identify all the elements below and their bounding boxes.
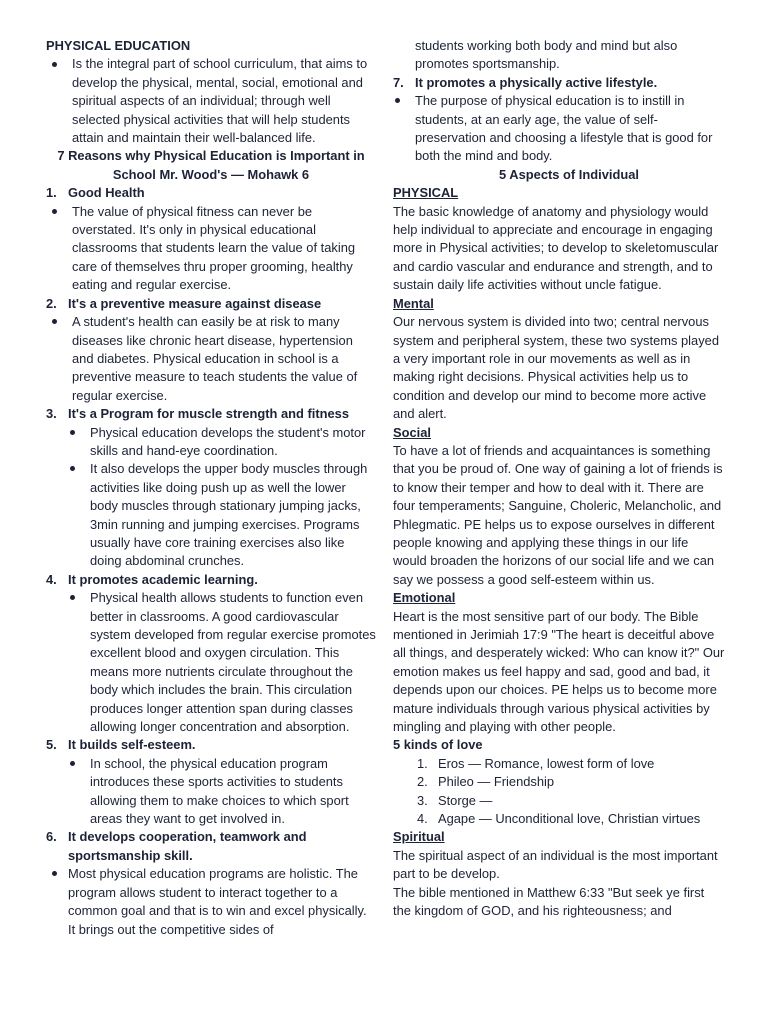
- reason-title: It promotes a physically active lifestyle.: [415, 74, 658, 90]
- bullet-item: [46, 55, 376, 147]
- bullet-icon: [46, 589, 90, 736]
- reason-title: Good Health: [68, 185, 145, 201]
- reason-heading: [46, 405, 376, 423]
- reason-text: The purpose of physical education is to instill in students, at an early age, the value of self-preservation and choosing a lifestyle that is good for both the mind and body.: [415, 93, 713, 164]
- aspect-text-spiritual-2: The bible mentioned in Matthew 6:33 "But seek ye first the kingdom of GOD, and his righteousness; and: [393, 884, 705, 919]
- reason-heading: [393, 74, 725, 92]
- list-text: Eros — Romance, lowest form of love: [438, 755, 655, 771]
- aspect-text-mental: Our nervous system is divided into two; central nervous system and peripheral system, these two systems played a very important role in our movements as well as in making right decisions. Physical activities help us to condition and develop our mind to become more active and alert.: [393, 314, 719, 422]
- list-text: Phileo — Friendship: [438, 774, 555, 790]
- reasons-title-line-2: School Mr. Wood's — Mohawk 6: [112, 166, 310, 182]
- reason-text-continued: students working both body and mind but also promotes sportsmanship.: [415, 38, 678, 72]
- bullet-item: [46, 755, 376, 829]
- bullet-icon: [46, 203, 72, 295]
- bullet-item: [46, 460, 376, 570]
- reason-number: 7.: [393, 74, 404, 90]
- reason-title: It's a preventive measure against disease: [68, 295, 322, 311]
- reason-title: It's a Program for muscle strength and fitness: [68, 406, 349, 422]
- right-column: [393, 37, 725, 921]
- bullet-icon: [46, 55, 72, 147]
- list-text: Storge —: [438, 792, 493, 808]
- bullet-item: [46, 203, 376, 295]
- bullet-icon: [46, 755, 90, 829]
- aspect-text-physical: The basic knowledge of anatomy and physiology would help individual to appreciate and encourage in engaging more in Physical activities; to develop to skeletomuscular and cardio vascular and endurance and strength, and to sustain daily life activities without uncle fatigue.: [393, 203, 719, 293]
- reason-bullet-text: Physical education develops the student's motor skills and hand-eye coordination.: [90, 424, 366, 458]
- aspect-title-social: Social: [393, 424, 431, 440]
- reasons-title: [46, 147, 376, 184]
- reason-title: It promotes academic learning.: [68, 571, 258, 587]
- reason-bullet-text: It also develops the upper body muscles through activities like doing push up as well the lower body muscles through stationary jumping jacks, 3min running and jumping exercises. Programs usually have core training exercises also like doing abdominal crunches.: [90, 461, 368, 569]
- love-kinds-title: 5 kinds of love: [393, 737, 483, 753]
- reason-heading: [46, 295, 376, 313]
- bullet-icon: [46, 424, 90, 461]
- reason-heading: [46, 571, 376, 589]
- bullet-item: [46, 313, 376, 405]
- love-list-item: [393, 792, 725, 810]
- aspect-text-emotional: Heart is the most sensitive part of our body. The Bible mentioned in Jerimiah 17:9 "The heart is deceitful above all things, and desperately wicked: Who can know it?" Our emotion makes us feel happy and sad, good and bad, it depends upon our choices. PE helps us to become more mature individuals through various physical activities by mingling and playing with other people.: [393, 608, 725, 735]
- left-column: [46, 37, 376, 939]
- reasons-title-line-1: 7 Reasons why Physical Education is Important in: [57, 148, 365, 164]
- list-text: Agape — Unconditional love, Christian virtues: [438, 811, 701, 827]
- bullet-icon: [46, 460, 90, 570]
- list-number: 2.: [417, 774, 428, 790]
- bullet-item: [46, 589, 376, 736]
- reason-number: 1.: [46, 185, 57, 201]
- reason-number: 4.: [46, 571, 57, 587]
- bullet-item: [46, 865, 376, 939]
- reason-text: Most physical education programs are holistic. The program allows student to interact together to a common goal and that is to win and excel physically. It brings out the competitive sides of: [68, 866, 367, 937]
- aspect-title-mental: Mental: [393, 295, 434, 311]
- reason-heading: [46, 828, 376, 865]
- reason-title: It develops cooperation, teamwork and sportsmanship skill.: [68, 829, 307, 863]
- aspect-title-emotional: Emotional: [393, 590, 456, 606]
- list-number: 1.: [417, 755, 428, 771]
- bullet-item: [46, 424, 376, 461]
- reason-number: 6.: [46, 829, 57, 845]
- love-list-item: [393, 810, 725, 828]
- bullet-icon: [393, 92, 415, 166]
- aspect-title-physical: PHYSICAL: [393, 185, 459, 201]
- list-number: 4.: [417, 811, 428, 827]
- love-list-item: [393, 773, 725, 791]
- aspect-text-spiritual: The spiritual aspect of an individual is the most important part to be develop.: [393, 847, 718, 882]
- aspect-title-spiritual: Spiritual: [393, 829, 445, 845]
- aspects-title: 5 Aspects of Individual: [499, 166, 639, 182]
- intro-text: Is the integral part of school curriculum, that aims to develop the physical, mental, social, emotional and spiritual aspects of an individual; through well selected physical activities that will help students attain and maintain their well-balanced life.: [72, 56, 368, 146]
- reason-title: It builds self-esteem.: [68, 737, 196, 753]
- reason-text: A student's health can easily be at risk to many diseases like chronic heart disease, hypertension and diabetes. Physical education in school is a preventive measure to teach students the value of regular exercise.: [72, 314, 358, 403]
- reason-heading: [46, 736, 376, 754]
- bullet-icon: [46, 865, 68, 939]
- reason-bullet-text: In school, the physical education program introduces these sports activities to students allowing them to make choices to which sport areas they want to get involved in.: [90, 755, 349, 827]
- love-list-item: [393, 755, 725, 773]
- reason-bullet-text: Physical health allows students to function even better in classrooms. A good cardiovascular system developed from regular exercise promotes excellent blood and oxygen circulation. This means more nutrients circulate throughout the body which includes the brain. This circulation produces longer attention span during classes allowing longer concentration and absorption.: [90, 590, 376, 735]
- reason-heading: [46, 184, 376, 202]
- reason-text: The value of physical fitness can never be overstated. It's only in physical educational classrooms that students learn the value of taking care of themselves thru proper grooming, healthy eating and regular exercise.: [72, 203, 356, 293]
- bullet-item: [393, 92, 725, 166]
- reason-number: 5.: [46, 737, 57, 753]
- aspect-text-social: To have a lot of friends and acquaintances is something that you be proud of. One way of gaining a lot of friends is to know their temper and how to deal with it. There are four temperaments; Sanguine, Choleric, Melancholic, and Phlegmatic. PE helps us to expose ourselves in different people knowing and applying these things in our life would broaden the horizons of our social life and we can say we possess a good self-esteem within us.: [393, 442, 723, 587]
- bullet-icon: [46, 313, 72, 405]
- reason-number: 3.: [46, 406, 57, 422]
- reason-number: 2.: [46, 295, 57, 311]
- section-heading: PHYSICAL EDUCATION: [46, 38, 191, 53]
- list-number: 3.: [417, 792, 428, 808]
